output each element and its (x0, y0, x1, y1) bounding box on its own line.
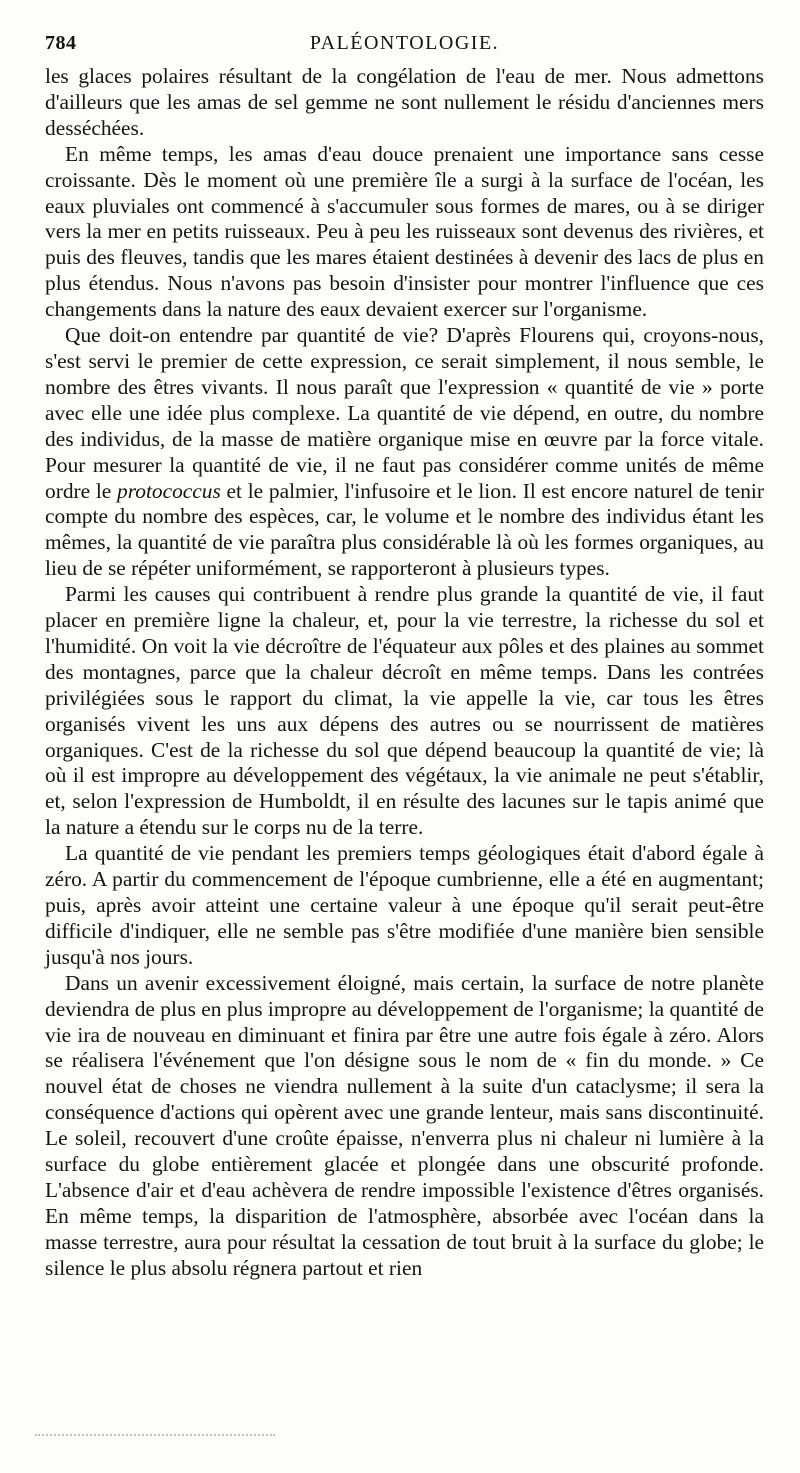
page-number: 784 (45, 32, 77, 54)
italic-term: protococcus (117, 478, 221, 503)
print-marks (35, 1434, 275, 1439)
paragraph-end-of-world: Dans un avenir excessivement éloigné, mais certain, la surface de notre planète deviendra de plus en plus impropre au développement de l'organisme; la quantité de vie ira de nouveau en diminuant et finira par être une autre fois égale à zéro. Alors se réalisera l'événement que l'on désigne sous le nom de « fin du monde. » Ce nouvel état de choses ne viendra nullement à la suite d'un cataclysme; il sera la conséquence d'actions qui opèrent avec une grande lenteur, mais sans discontinuité. Le soleil, recouvert d'une croûte épaisse, n'enverra plus ni chaleur ni lumière à la surface du globe entièrement glacée et plongée dans une obscurité profonde. L'absence d'air et d'eau achèvera de rendre impossible l'existence d'êtres organisés. En même temps, la disparition de l'atmosphère, absorbée avec l'océan dans la masse terrestre, aura pour résultat la cessation de tout bruit à la surface du globe; le silence le plus absolu régnera partout et rien (45, 970, 764, 1280)
paragraph-geological-times: La quantité de vie pendant les premiers temps géologiques était d'abord égale à zéro. A partir du commencement de l'époque cumbrienne, elle a été en augmentant; puis, après avoir atteint une certaine valeur à une époque qu'il serait peut-être difficile d'indiquer, elle ne semble pas s'être modifiée d'une manière bien sensible jusqu'à nos jours. (45, 841, 764, 969)
running-head (45, 30, 764, 60)
paragraph-fresh-water: En même temps, les amas d'eau douce prenaient une importance sans cesse croissante. Dès le moment où une première île a surgi à la surface de l'océan, les eaux pluviales ont commencé à s'accumuler sous formes de mares, ou à se diriger vers la mer en petits ruisseaux. Peu à peu les ruisseaux sont devenus des rivières, et puis des fleuves, tandis que les mares étaient destinées à devenir des lacs de plus en plus étendus. Nous n'avons pas besoin d'insister pour montrer l'influence que ces changements dans la nature des eaux devaient exercer sur l'organisme. (45, 141, 764, 322)
body-text (45, 64, 764, 1282)
running-title: PALÉONTOLOGIE. (309, 32, 500, 54)
paragraph-continuation: les glaces polaires résultant de la congélation de l'eau de mer. Nous admettons d'ailleurs que les amas de sel gemme ne sont nullement le résidu d'anciennes mers desséchées. (45, 64, 764, 140)
paragraph-text-before: Que doit-on entendre par quantité de vie? D'après Flourens qui, croyons-nous, s'est servi le premier de cette expression, ce serait simplement, il nous semble, le nombre des êtres vivants. Il nous paraît que l'expression « quantité de vie » porte avec elle une idée plus complexe. La quantité de vie dépend, en outre, du nombre des individus, de la masse de matière organique mise en œuvre par la force vitale. Pour mesurer la quantité de vie, il ne faut pas considérer comme unités de même ordre le (45, 323, 764, 503)
paragraph-causes: Parmi les causes qui contribuent à rendre plus grande la quantité de vie, il faut placer en première ligne la chaleur, et, pour la vie terrestre, la richesse du sol et l'humidité. On voit la vie décroître de l'équateur aux pôles et des plaines au sommet des montagnes, parce que la chaleur décroît en même temps. Dans les contrées privilégiées sous le rapport du climat, la vie appelle la vie, car tous les êtres organisés vivent les uns aux dépens des autres ou se nourrissent de matières organiques. C'est de la richesse du sol que dépend beaucoup la quantité de vie; là où il est impropre au développement des végétaux, la vie animale ne peut s'établir, et, selon l'expression de Humboldt, il en résulte des lacunes sur le tapis animé que la nature a étendu sur le corps nu de la terre. (45, 582, 764, 840)
paragraph-quantity-of-life (45, 323, 764, 582)
paragraph-text-after: et le palmier, l'infusoire et le lion. Il est encore naturel de tenir compte du nombre des espèces, car, le volume et le nombre des individus étant les mêmes, la quantité de vie paraîtra plus considérable là où les formes organiques, au lieu de se répéter uniformément, se rapporteront à plusieurs types. (45, 478, 764, 581)
